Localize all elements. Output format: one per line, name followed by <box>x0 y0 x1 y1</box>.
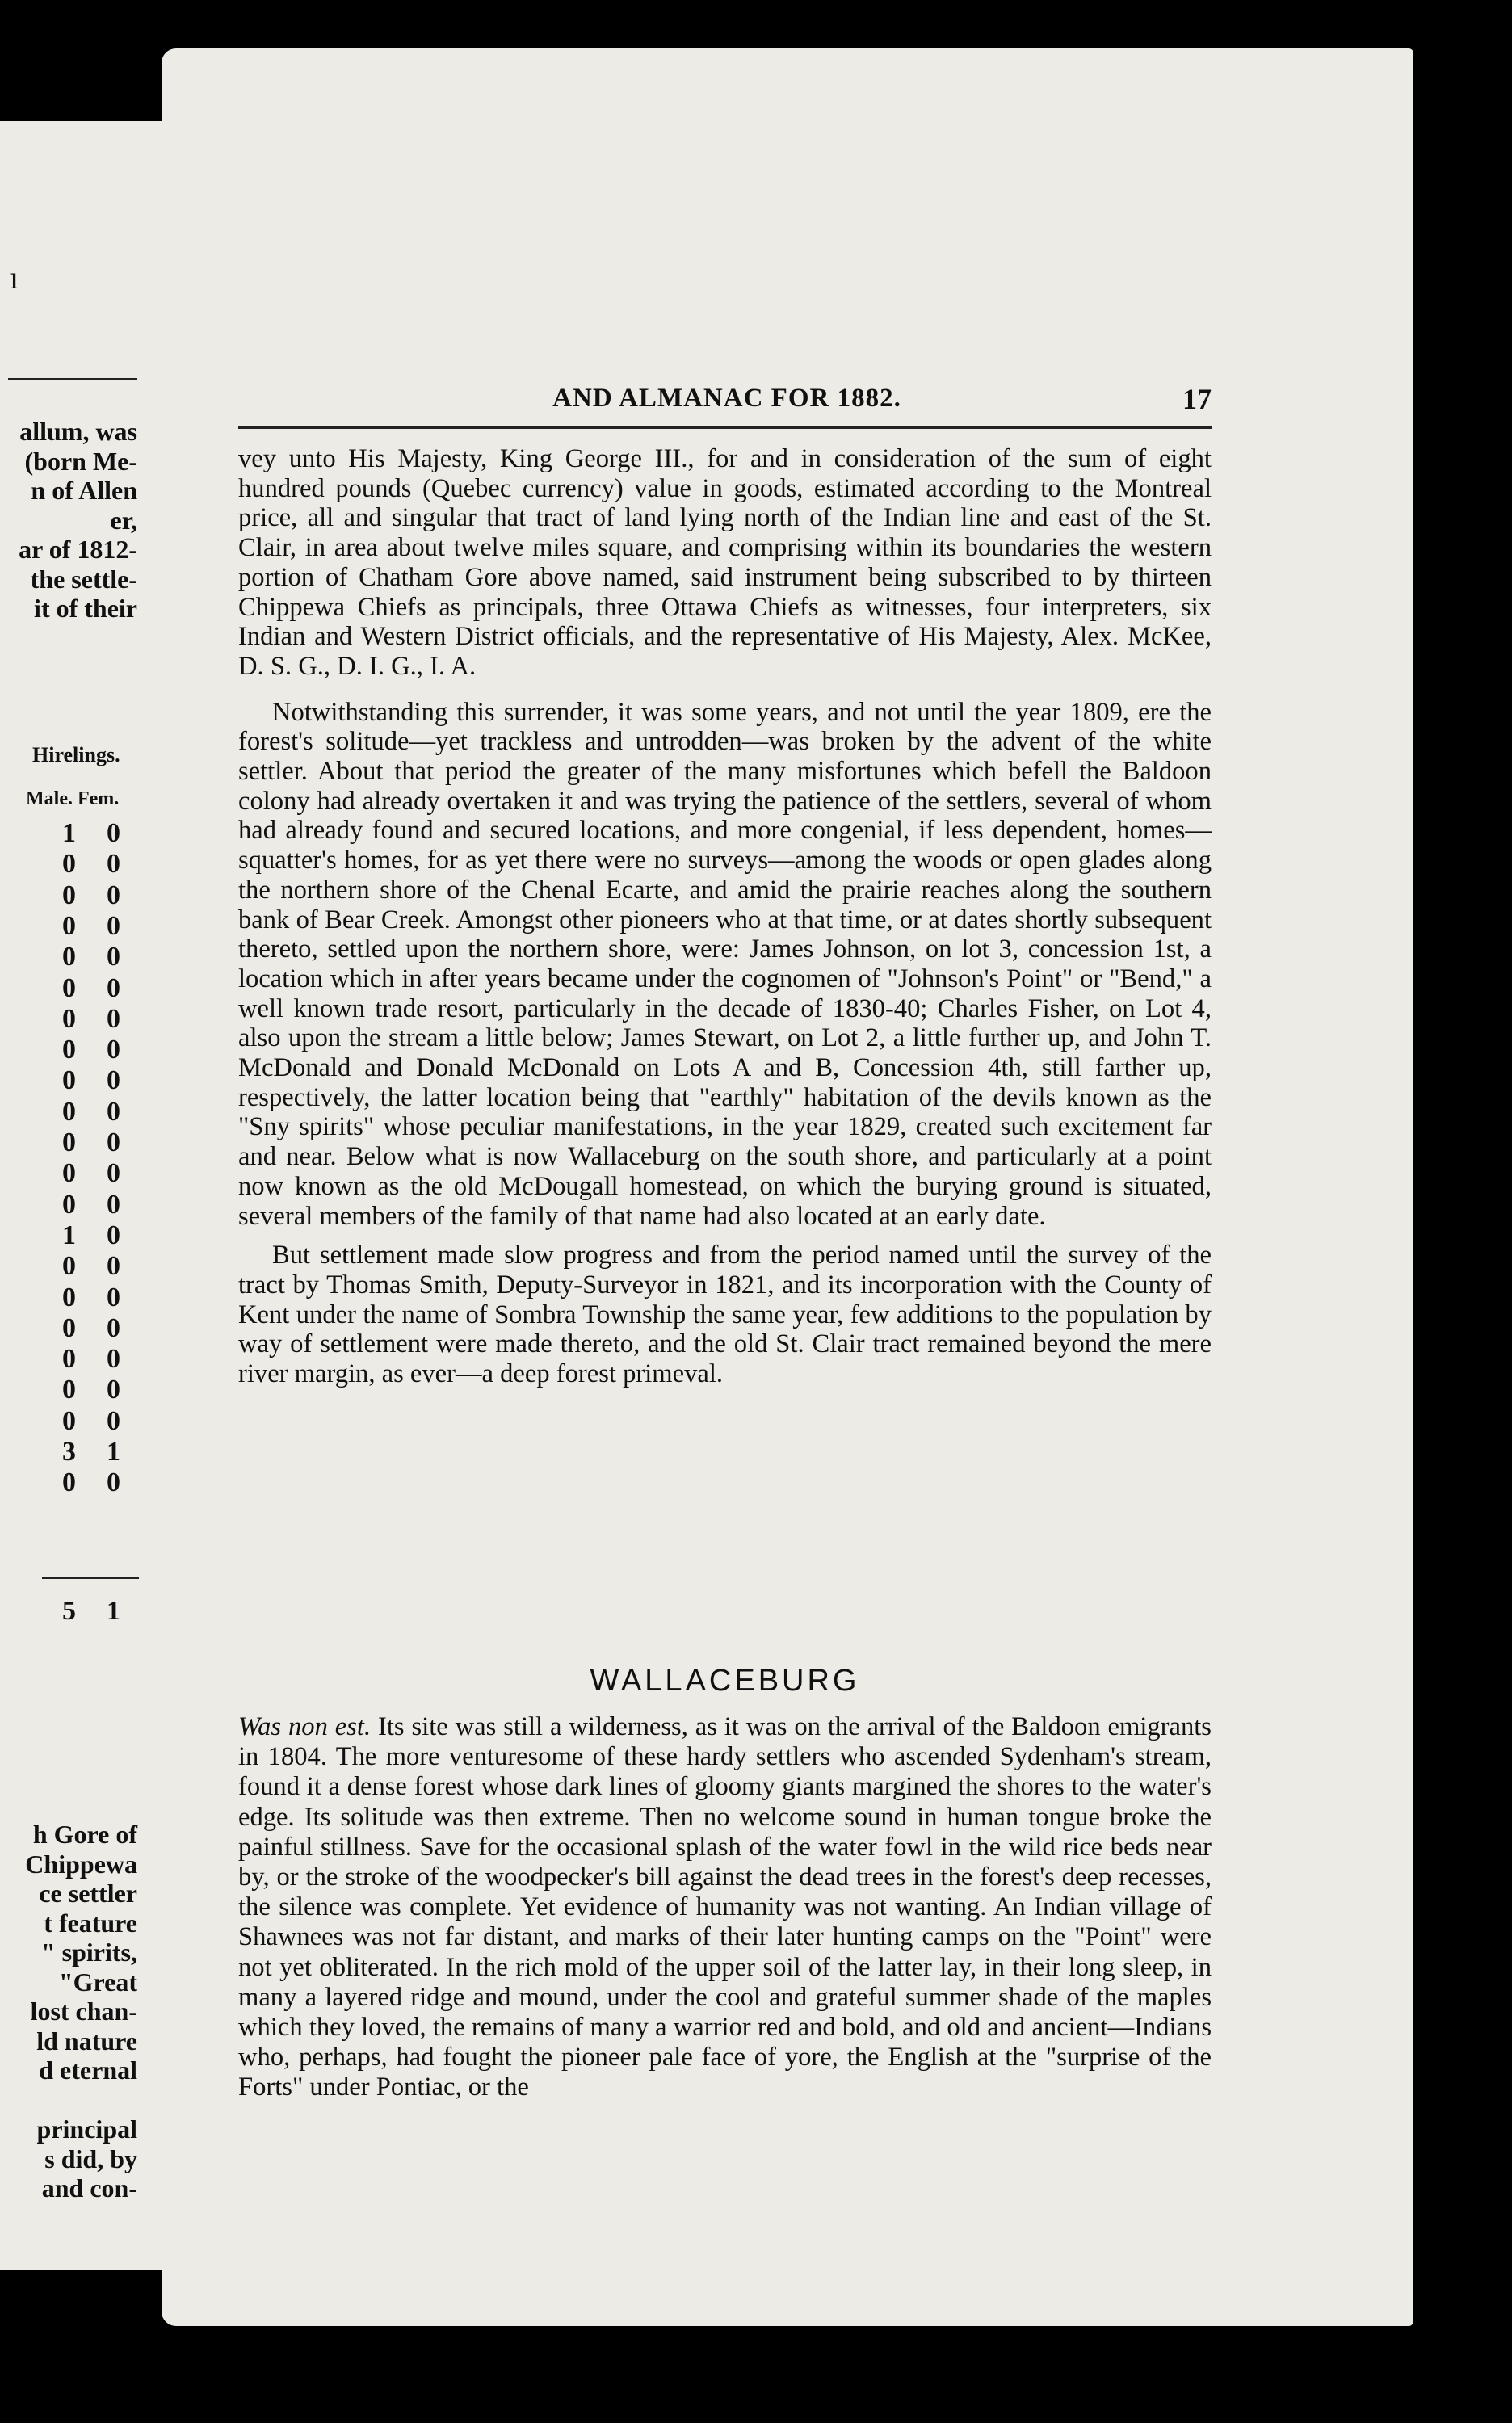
tally-male: 0 <box>62 1251 76 1282</box>
tally-female: 0 <box>107 1220 120 1250</box>
hirelings-heading: Hirelings. <box>32 743 120 766</box>
left-page-line: lost chan- <box>30 1997 137 2026</box>
tally-row <box>47 1129 136 1157</box>
book-page <box>162 48 1413 2326</box>
header-rule <box>238 426 1212 429</box>
tally-female: 0 <box>107 1375 120 1405</box>
tally-female: 0 <box>107 1003 120 1034</box>
tally-female: 0 <box>107 1344 120 1375</box>
left-page-line: (born Me- <box>24 446 137 476</box>
left-page-line: "Great <box>58 1967 137 1997</box>
tally-row <box>47 1284 136 1312</box>
tally-male: 0 <box>62 1282 76 1312</box>
tally-male: 0 <box>62 910 76 941</box>
tally-female: 0 <box>107 818 120 848</box>
tally-male: 0 <box>62 1312 76 1343</box>
tally-row <box>47 910 136 941</box>
tally-male: 0 <box>62 1035 76 1065</box>
tally-row <box>47 1098 136 1126</box>
lead-italic-phrase: Was non est. <box>238 1712 372 1741</box>
left-page-line: er, <box>110 505 137 535</box>
tally-female: 0 <box>107 880 120 910</box>
tally-male: 3 <box>62 1437 76 1467</box>
tally-row <box>47 1312 136 1343</box>
tally-female: 0 <box>107 1096 120 1127</box>
tally-row <box>47 1346 136 1373</box>
tally-row <box>47 1469 136 1497</box>
tally-male: 0 <box>62 1189 76 1220</box>
tally-female: 0 <box>107 1189 120 1220</box>
tally-female: 0 <box>107 1282 120 1312</box>
tally-total-female: 1 <box>107 1596 120 1626</box>
paragraph-wallaceburg-text: Its site was still a wilderness, as it was on the arrival of the Baldoon emigrants in 1804. The more venturesome of these hardy settlers who ascended Sydenham's stream, found it a dense forest whose dark lines of gloomy giants margined the shores to the water's edge. Its solitude was then extreme. Then no welcome sound in human tongue broke the painful stillness. Save for the occasional splash of the water fowl in the wild rice beds near by, or the stroke of the woodpecker's bill against the dead trees in the forest's deep recesses, the silence was complete. Yet evidence of humanity was not wanting. An Indian village of Shawnees was not far distant, and marks of their later hunting camps on the "Point" were not yet obliterated. In the rich mold of the upper soil of the latter lay, in their long sleep, in many a layered ridge and mound, under the cool and grateful summer shade of the maples which they loved, the remains of many a warrior red and bold, and old and ancient—Indians who, perhaps, had fought the pioneer pale face of yore, the English at the "surprise of the Forts" under Pontiac, or the <box>238 1712 1212 2102</box>
section-heading: WALLACEBURG <box>590 1664 860 1698</box>
tally-female: 0 <box>107 1405 120 1436</box>
tally-row <box>47 1067 136 1094</box>
tally-male: 0 <box>62 1096 76 1127</box>
tally-row <box>47 1376 136 1404</box>
tally-total-male: 5 <box>62 1596 76 1626</box>
tally-male: 0 <box>62 1003 76 1034</box>
tally-female: 0 <box>107 972 120 1003</box>
left-page-line: s did, by <box>44 2144 137 2173</box>
tally-female: 0 <box>107 1158 120 1189</box>
running-head: AND ALMANAC FOR 1882. <box>552 384 901 413</box>
tally-row <box>47 1160 136 1187</box>
tally-row <box>47 1191 136 1219</box>
left-page-line: and con- <box>41 2173 137 2203</box>
left-page-rule <box>8 378 137 380</box>
tally-female: 1 <box>107 1437 120 1467</box>
left-page-line: t feature <box>44 1908 137 1938</box>
left-page-line: allum, was <box>19 417 137 446</box>
page-header <box>242 376 1212 432</box>
tally-female: 0 <box>107 1312 120 1343</box>
section-body <box>238 1712 1212 2103</box>
tally-female: 0 <box>107 1468 120 1498</box>
tally-row <box>47 1036 136 1064</box>
page-number: 17 <box>1182 383 1212 415</box>
left-page-line: ld nature <box>36 2026 137 2056</box>
tally-male: 1 <box>62 818 76 848</box>
tally-female: 0 <box>107 942 120 972</box>
tally-female: 0 <box>107 1128 120 1157</box>
tally-male: 0 <box>62 1065 76 1096</box>
tally-row <box>47 943 136 971</box>
left-page-line: it of their <box>34 594 137 623</box>
tally-male: 1 <box>62 1220 76 1250</box>
left-page-line: principal <box>36 2114 137 2144</box>
paragraph-notwithstanding: Notwithstanding this surrender, it was some years, and not until the year 1809, ere the forest's solitude—yet trackless and untrodden—was broken by the advent of the white settler. About that period the greater of the many misfortunes which befell the Baldoon colony had already overtaken it and was trying the patience of the settlers, several of whom had already found and secured locations, and more congenial, if less dependent, homes—squatter's homes, for as yet there were no surveys—among the woods or open glades along the northern shore of the Chenal Ecarte, and amid the prairie reaches along the southern bank of Bear Creek. Amongst other pioneers who at that time, or at dates shortly subsequent thereto, settled upon the northern shore, were: James Johnson, on lot 3, concession 1st, a location which in after years became under the cognomen of "Johnson's Point" or "Bend," a well known trade resort, particularly in the decade of 1830-40; Charles Fisher, on Lot 4, also upon the stream a little below; James Stewart, on Lot 2, a little further up, and John T. McDonald and Donald McDonald on Lots A and B, Concession 4th, still farther up, respectively, the latter location being that "earthly" habitation of the devils known as the "Sny spirits" whose peculiar manifestations, in the year 1829, created such excitement far and near. Below what is now Wallaceburg on the south shore, and particularly at a point now known as the old McDougall homestead, on which the burying ground is situated, several members of the family of that name had also located at an early date. <box>238 697 1212 1231</box>
tally-row <box>47 1222 136 1249</box>
tally-total-row <box>47 1598 136 1625</box>
left-page-line: " spirits, <box>40 1938 137 1967</box>
tally-male: 0 <box>62 1405 76 1436</box>
tally-total-rule <box>42 1577 139 1579</box>
paragraph-settlement: But settlement made slow progress and from the period named until the survey of the tract by Thomas Smith, Deputy-Surveyor in 1821, and its incorporation with the County of Kent under the name of Sombra Township the same year, few additions to the population by way of settlement were made thereto, and the old St. Clair tract remained beyond the mere river margin, as ever—a deep forest primeval. <box>238 1241 1212 1389</box>
tally-row <box>47 1405 136 1436</box>
tally-row <box>47 1253 136 1280</box>
tally-female: 0 <box>107 849 120 880</box>
tally-male: 0 <box>62 1375 76 1405</box>
tally-row <box>47 820 136 847</box>
tally-male: 0 <box>62 1128 76 1157</box>
tally-female: 0 <box>107 1251 120 1282</box>
tally-row <box>47 972 136 1003</box>
tally-row <box>47 1438 136 1466</box>
paragraph-wallaceburg <box>238 1712 1212 2103</box>
tally-male: 0 <box>62 1344 76 1375</box>
left-page-line: n of Allen <box>31 476 137 505</box>
body-text <box>238 444 1212 1389</box>
tally-male: 0 <box>62 1468 76 1498</box>
tally-male: 0 <box>62 1158 76 1189</box>
tally-male: 0 <box>62 849 76 880</box>
hirelings-column-headers: Male. Fem. <box>26 788 120 809</box>
left-page-line: d eternal <box>39 2056 137 2085</box>
tally-row <box>47 1003 136 1034</box>
left-page-mark: ı <box>10 259 19 296</box>
left-page-line: Chippewa <box>25 1849 137 1879</box>
tally-row <box>47 882 136 909</box>
tally-male: 0 <box>62 972 76 1003</box>
left-adjacent-page <box>0 121 164 2270</box>
tally-male: 0 <box>62 880 76 910</box>
paragraph-surrender: vey unto His Majesty, King George III., for and in consideration of the sum of eight hundred pounds (Quebec currency) value in goods, estimated according to the Montreal price, all and singular that tract of land lying north of the Indian line and east of the St. Clair, in area about twelve miles square, and comprising within its boundaries the western portion of Chatham Gore above named, said instrument being subscribed to by thirteen Chippewa Chiefs as principals, three Ottawa Chiefs as witnesses, four interpreters, six Indian and Western District officials, and the representative of His Majesty, Alex. McKee, D. S. G., D. I. G., I. A. <box>238 444 1212 681</box>
left-page-line: h Gore of <box>32 1820 137 1849</box>
left-page-line: ar of 1812- <box>19 535 137 564</box>
left-page-line: the settle- <box>30 564 137 594</box>
tally-female: 0 <box>107 1035 120 1065</box>
tally-row <box>47 850 136 878</box>
tally-male: 0 <box>62 942 76 972</box>
left-page-line: ce settler <box>39 1879 137 1908</box>
tally-female: 0 <box>107 1065 120 1096</box>
tally-female: 0 <box>107 910 120 941</box>
